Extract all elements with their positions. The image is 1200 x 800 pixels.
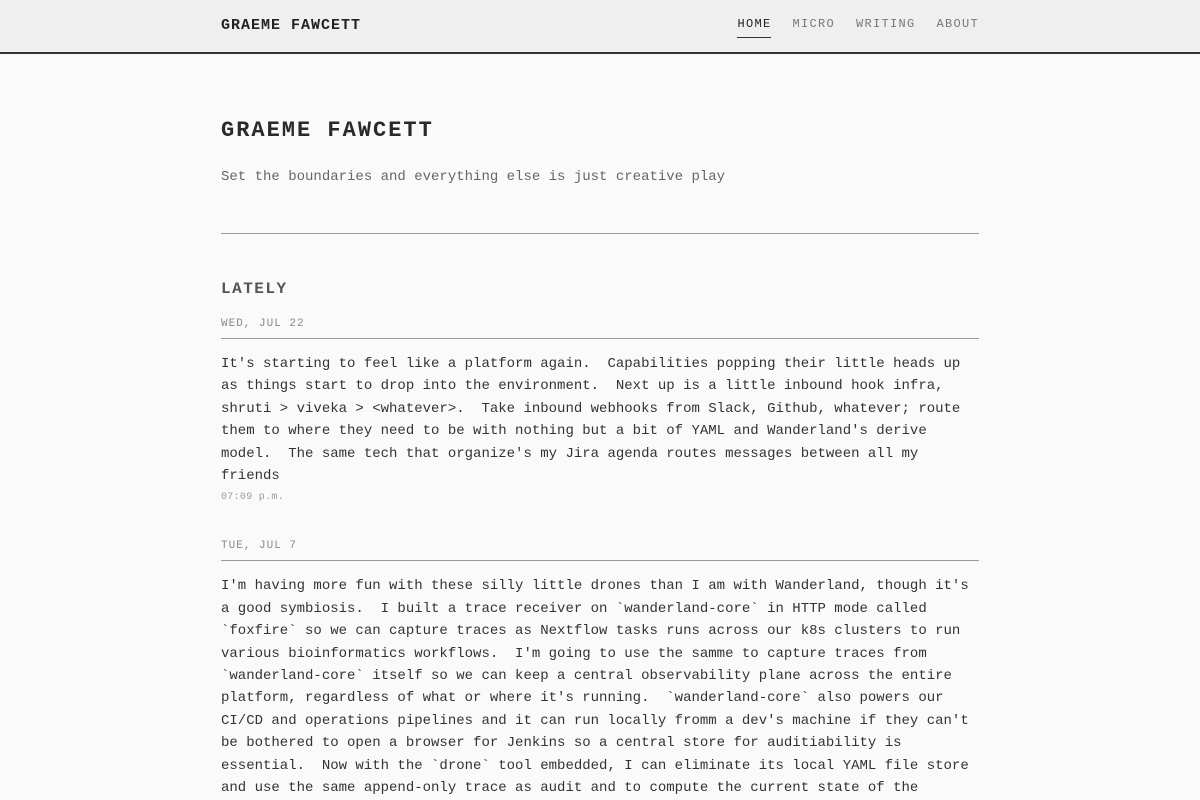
post-date: TUE, JUL 7 [221, 539, 979, 561]
main-nav [737, 17, 979, 38]
nav-home[interactable]: HOME [737, 17, 771, 38]
nav-about[interactable]: ABOUT [936, 17, 979, 31]
post-item [221, 317, 979, 505]
main-content [221, 54, 979, 800]
section-divider [221, 233, 979, 234]
site-tagline: Set the boundaries and everything else is just creative play [221, 169, 726, 185]
site-brand[interactable]: GRAEME FAWCETT [221, 17, 362, 34]
top-navigation-bar [0, 0, 1200, 54]
page-title: GRAEME FAWCETT [221, 118, 434, 143]
lately-heading: LATELY [221, 280, 288, 298]
nav-writing[interactable]: WRITING [855, 17, 916, 31]
post-body: I'm having more fun with these silly little drones than I am with Wanderland, though it's a good symbiosis. I built a trace receiver on `wanderland-core` in HTTP mode called `foxfire` so we can capture traces as Nextflow tasks runs across our k8s clusters to run various bioinformatics workflows. I'm going to use the samme to capture traces from `wanderland-core` itself so we can keep a central observability plane across the entire platform, regardless of what or where it's running. `wanderland-core` also powers our CI/CD and operations pipelines and it can run locally fromm a dev's machine if they can't be bothered to open a browser for Jenkins so a central store for auditiability is essential. Now with the `drone` tool embedded, I can eliminate its local YAML file store and use the same append-only trace as audit and to compute the current state of the [221, 578, 978, 797]
nav-micro[interactable]: MICRO [792, 17, 835, 31]
post-date: WED, JUL 22 [221, 317, 979, 339]
post-body: It's starting to feel like a platform again. Capabilities popping their little heads up as things start to drop into the environment. Next up is a little inbound hook infra, shruti > viveka > <whatever>. Take inbound webhooks from Slack, Github, whatever; route them to where they need to be with nothing but a bit of YAML and Wanderland's derive model. The same tech that organize's my Jira agenda routes messages between all my friends [221, 356, 969, 485]
post-time-link[interactable]: 07:09 p.m. [221, 492, 285, 504]
post-item [221, 539, 979, 799]
